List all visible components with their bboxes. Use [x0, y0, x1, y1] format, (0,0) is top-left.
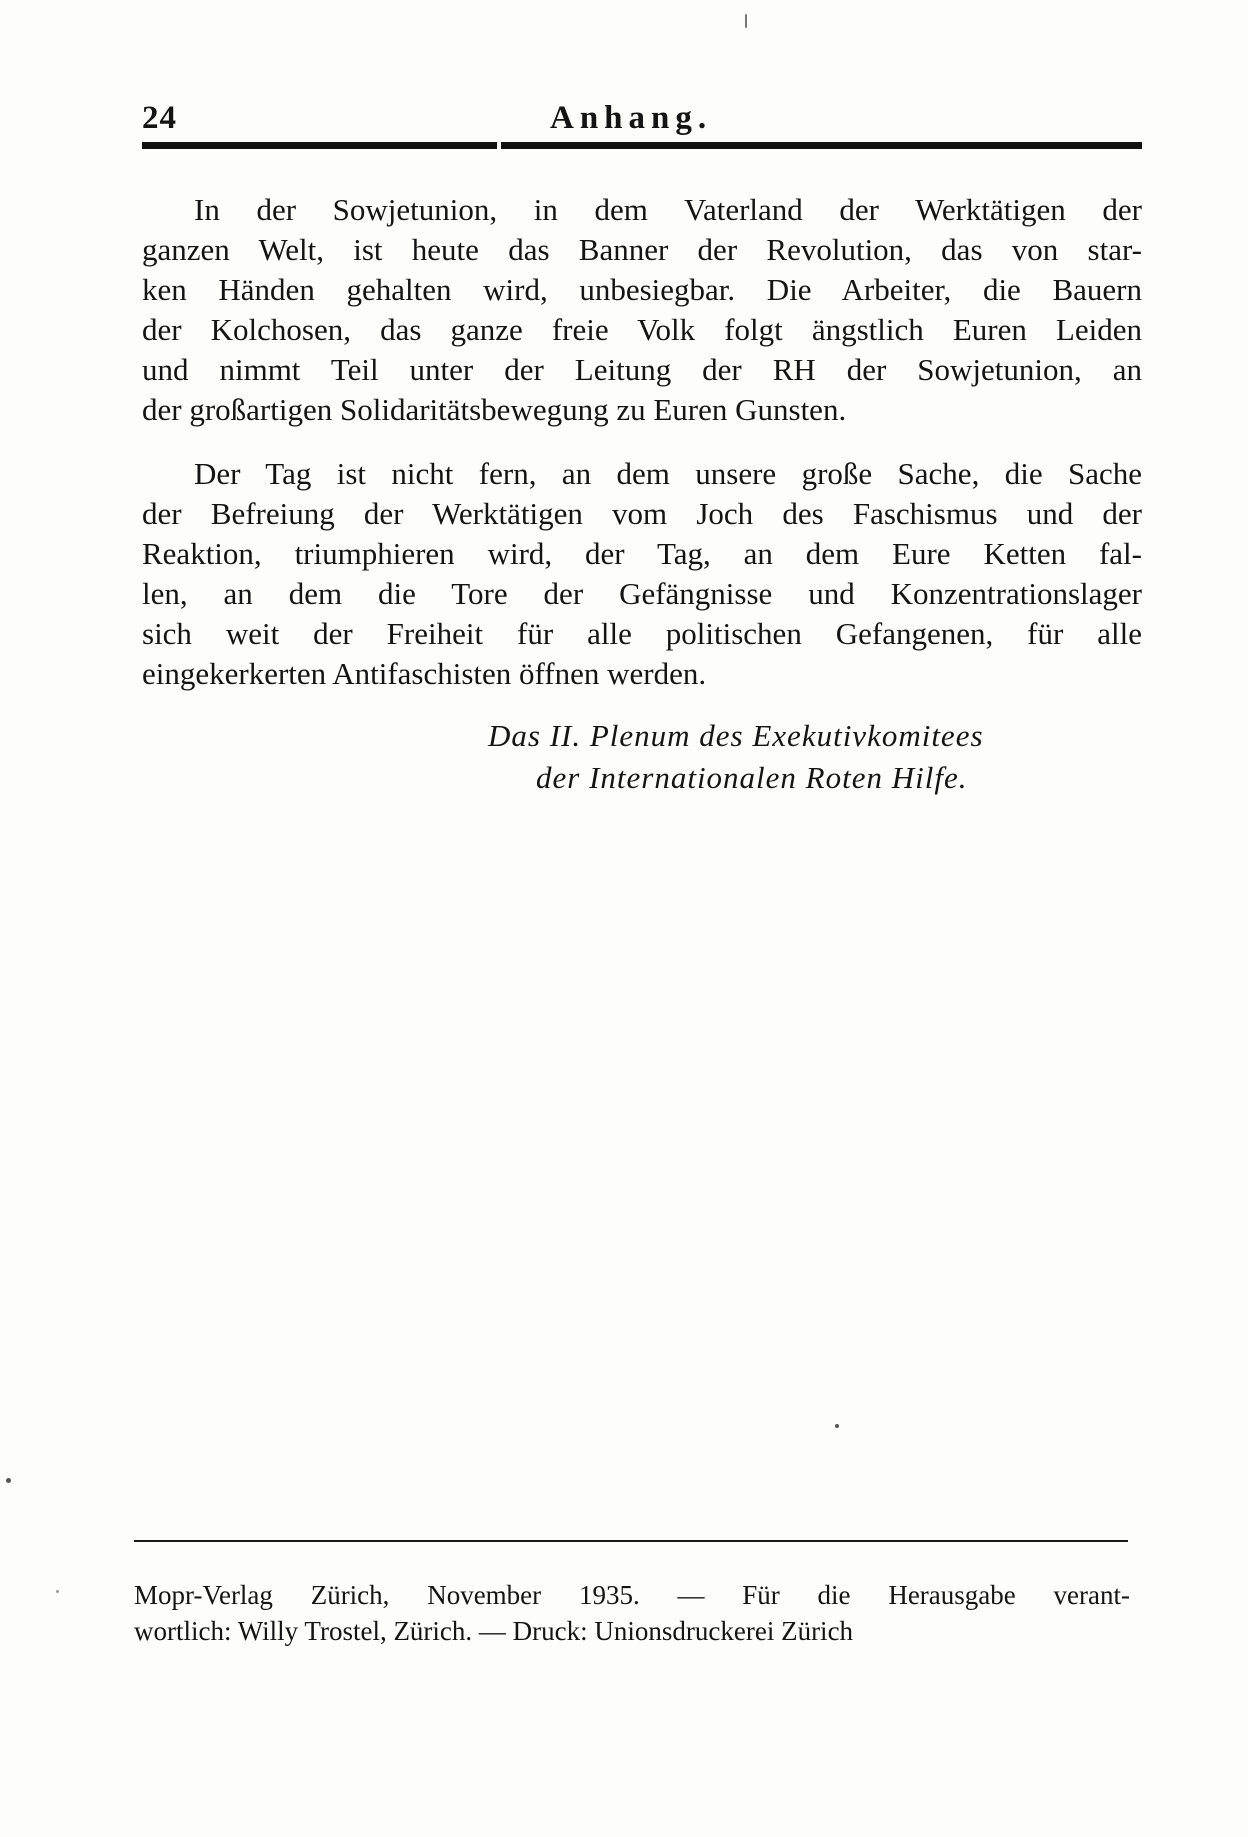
imprint-line: Mopr-Verlag Zürich, November 1935. — Für die Herausgabe verant- [134, 1580, 1130, 1610]
body-text [142, 190, 1142, 694]
text-line: len, an dem die Tore der Gefängnisse und Konzentrationslager [142, 576, 1142, 611]
header-rule [142, 142, 1142, 149]
text-line: der Kolchosen, das ganze freie Volk folgt ängstlich Euren Leiden [142, 312, 1142, 347]
imprint [134, 1577, 1130, 1649]
running-title: Anhang. [550, 100, 713, 136]
text-line: der großartigen Solidaritätsbewegung zu Euren Gunsten. [142, 392, 847, 427]
text-line: eingekerkerten Antifaschisten öffnen werden. [142, 656, 707, 691]
print-speck [56, 1590, 59, 1593]
imprint-line: wortlich: Willy Trostel, Zürich. — Druck: Unionsdruckerei Zürich [134, 1616, 854, 1646]
footer-rule [134, 1540, 1128, 1542]
print-speck [835, 1424, 839, 1428]
text-line: ganzen Welt, ist heute das Banner der Revolution, das von star- [142, 232, 1142, 267]
print-speck [745, 14, 747, 28]
paragraph-spacing [142, 430, 1142, 454]
signature-block [142, 715, 1142, 799]
text-line: In der Sowjetunion, in dem Vaterland der Werktätigen der [194, 192, 1142, 227]
text-line: sich weit der Freiheit für alle politischen Gefangenen, für alle [142, 616, 1142, 651]
text-line: Reaktion, triumphieren wird, der Tag, an dem Eure Ketten fal- [142, 536, 1142, 571]
print-speck [6, 1478, 11, 1483]
running-head [142, 100, 1142, 140]
text-line: der Befreiung der Werktätigen vom Joch des Faschismus und der [142, 496, 1142, 531]
signature-line: der Internationalen Roten Hilfe. [536, 760, 968, 795]
text-line: Der Tag ist nicht fern, an dem unsere große Sache, die Sache [194, 456, 1142, 491]
signature-line: Das II. Plenum des Exekutivkomitees [488, 718, 984, 753]
paragraph-2 [142, 454, 1142, 694]
paragraph-1 [142, 190, 1142, 430]
text-line: und nimmt Teil unter der Leitung der RH der Sowjetunion, an [142, 352, 1142, 387]
header-rule-break [497, 140, 501, 151]
page-number: 24 [142, 100, 177, 136]
text-line: ken Händen gehalten wird, unbesiegbar. Die Arbeiter, die Bauern [142, 272, 1142, 307]
